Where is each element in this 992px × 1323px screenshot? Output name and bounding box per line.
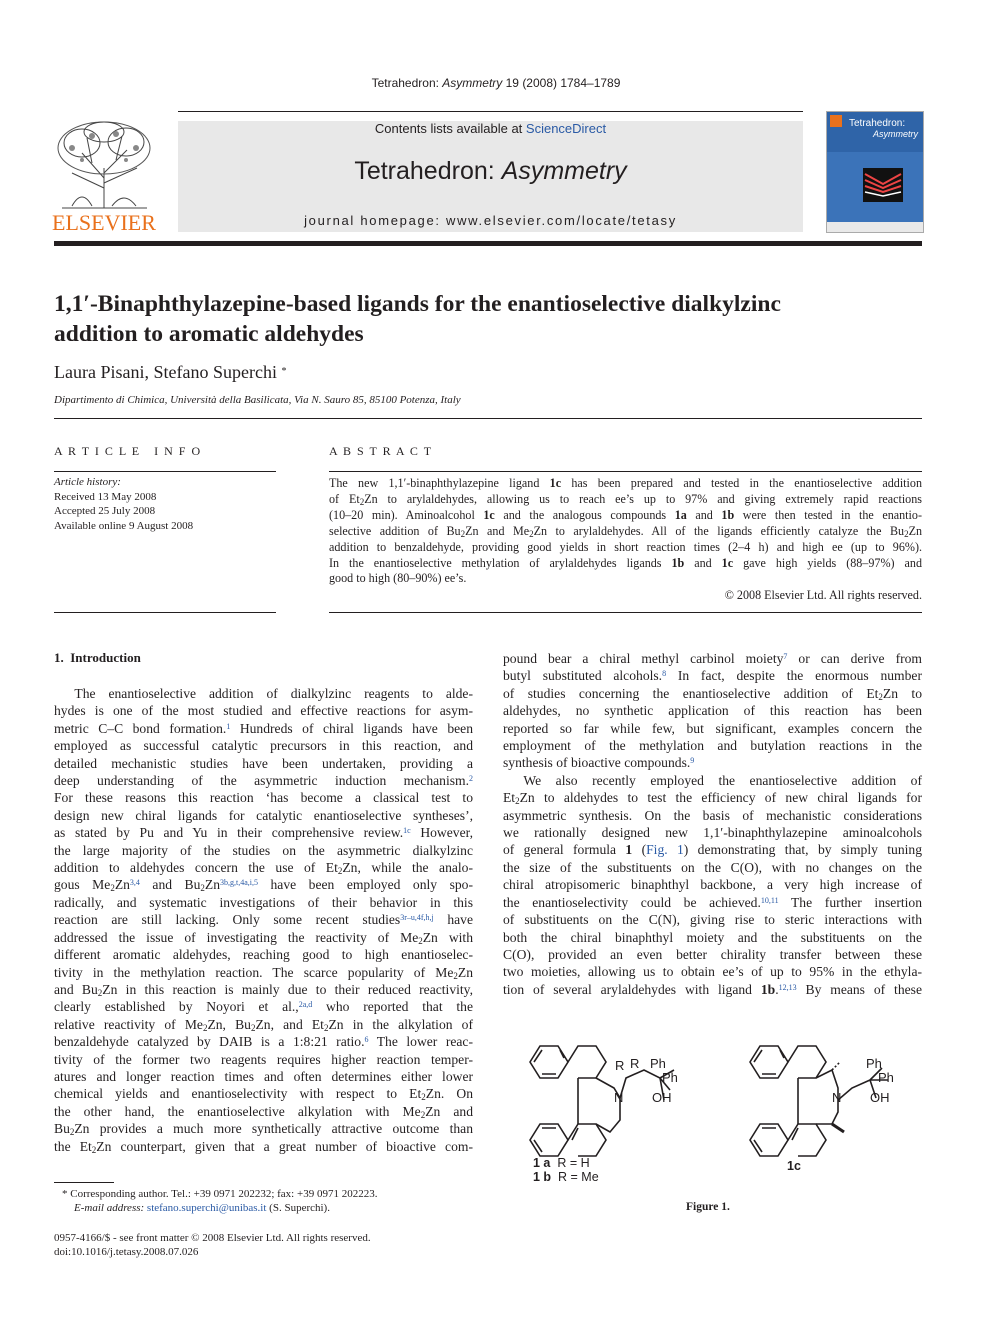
atom-n1: N <box>614 1090 624 1105</box>
journal-homepage[interactable]: journal homepage: www.elsevier.com/locate/tetasy <box>304 213 677 228</box>
authors: Laura Pisani, Stefano Superchi * <box>54 362 287 382</box>
atom-oh1: OH <box>652 1090 672 1105</box>
compound-labels-1a-1b: 1 a R = H 1 b R = Me <box>533 1156 599 1184</box>
atom-n2: N <box>832 1090 842 1105</box>
atom-ph3: Ph <box>866 1056 882 1071</box>
abstract-heading: A B S T R A C T <box>329 444 433 458</box>
footnote-corresponding: * Corresponding author. Tel.: +39 0971 202232; fax: +39 0971 202223. E-mail address: stefano.superchi@unibas.it (S. Superchi). <box>62 1188 378 1214</box>
article-title: 1,1′-Binaphthylazepine-based ligands for the enantioselective dialkylzinc addition to aromatic aldehydes <box>54 291 781 347</box>
masthead-bottom-rule <box>54 241 922 246</box>
email-link[interactable]: stefano.superchi@unibas.it <box>146 1202 267 1214</box>
atom-r2: R <box>630 1056 640 1071</box>
section-heading: 1. Introduction <box>54 650 141 665</box>
masthead-top-rule <box>178 111 803 112</box>
intro-column-left: The enantioselective addition of dialkylzinc reagents to alde- hydes is one of the most studied and effective reactions for asym- metric C–C bond formation.$^1$ Hundreds of chiral ligands have been employed as successful catalytic precursors in this reaction, and detailed mechanistic studies have been undertaken, providing a deep understanding of the asymmetric induction mechanism.$^2$ For these reasons this reaction ‘has become a classical test to design new chiral ligands for catalytic enantioselective syntheses’, as stated by Pu and Yu in their comprehensive review.$^{1c}$ However, the large majority of the studies on the asymmetric dialkylzinc addition to aldehydes concern the use of $Et_2Zn$, while the analo- gous $Me_2Zn^{3,4}$ and $Bu_2Zn^{3b,g,t,4a,i,5}$ have been employed only spo- radically, and systematic investigations of their behavior in this reaction are still lacking. Only some recent studies$^{3r-u,4f,h,j}$ have addressed the issue of investigating the reactivity of $Me_2Zn$ with different aromatic aldehydes, reaching good to high enantioselec- tivity in the methylation reaction. The scarce popularity of $Me_2Zn$ and $Bu_2Zn$ in this reaction is mainly due to their reduced reactivity, clearly established by Noyori et al.,$^{2a,d}$ who reported that the relative reactivity of $Me_2Zn$, $Bu_2Zn$, and $Et_2Zn$ in the alkylation of benzaldehyde catalyzed by DAIB is a 1:8:21 ratio.$^6$ The lower reac- tivity of the former two reagents requires higher reaction temper- atures and longer reaction times and often determines either lower chemical yields and enantioselectivity with respect to $Et_2Zn$. On the other hand, the enantioselective alkylation with $Me_2Zn$ and $Bu_2Zn$ provides a much more synthetically attractive outcome than the $Et_2Zn$ counterpart, given that a great number of bioactive com- <box>54 686 474 1155</box>
elsevier-tree-icon <box>52 118 156 214</box>
intro-column-right: pound bear a chiral methyl carbinol moiety$^7$ or can derive from butyl substituted alcohols.$^8$ In fact, despite the enormous number of studies concerning the enantioselective addition of $Et_2Zn$ to aldehydes, no synthetic application of this reaction has been reported so far while few, but significant, examples concern the employment of the methylation and butylation reactions in the synthesis of bioactive compounds.$^9$ We also recently employed the enantioselective addition of $Et_2Zn$ to aldehydes to test the efficiency of new chiral ligands for asymmetric synthesis. On the basis of mechanistic considerations we rationally designed new 1,1′-binaphthylazepine aminoalcohols of general formula 1 (Fig. 1) demonstrating that, by simply tuning the size of the substituents on the C(O), with no changes on the chiral atropisomeric binaphthyl backbone, a very high increase of the enantioselectivity could be achieved.$^{10,11}$ The further insertion of substituents on the C(N), giving rise to steric interactions with both the chiral binaphthyl moiety and the substituents on the C(O), provided an even better chirality transfer between these two moieties, allowing us to obtain ee’s of up to 95% in the ethyla- tion of several arylaldehydes with ligand 1b.$^{12,13}$ By means of these <box>503 651 923 997</box>
atom-oh2: OH <box>870 1090 890 1105</box>
atom-ph2: Ph <box>662 1070 678 1085</box>
compound-label-1c: 1c <box>787 1159 801 1173</box>
running-head: Tetrahedron: Asymmetry 19 (2008) 1784–1789 <box>371 76 621 90</box>
journal-name: Tetrahedron: Asymmetry <box>354 157 627 185</box>
figure-caption: Figure 1. <box>686 1201 730 1213</box>
sciencedirect-link[interactable]: ScienceDirect <box>525 121 607 136</box>
masthead-box <box>178 121 803 232</box>
article-info-heading: A R T I C L E I N F O <box>54 444 202 458</box>
affiliation-rule <box>54 418 922 419</box>
cover-logo-icon <box>830 115 842 127</box>
elsevier-logo <box>52 118 156 236</box>
affiliation: Dipartimento di Chimica, Università della Basilicata, Via N. Sauro 85, 85100 Potenza, Italy <box>54 394 461 406</box>
cover-graphic-icon <box>863 168 903 202</box>
copyright: © 2008 Elsevier Ltd. All rights reserved. <box>724 588 922 602</box>
contents-line: Contents lists available at ScienceDirect <box>374 121 607 136</box>
article-history: Article history: Received 13 May 2008 Accepted 25 July 2008 Available online 9 August 2008 <box>54 476 194 533</box>
footnote-rule <box>54 1182 114 1183</box>
elsevier-wordmark: ELSEVIER <box>52 210 156 235</box>
doi[interactable]: doi:10.1016/j.tetasy.2008.07.026 <box>54 1246 199 1258</box>
abstract-text: The new 1,1′-binaphthylazepine ligand 1c has been prepared and tested in the enantioselective addition of $Et_2Zn$ to arylaldehydes, allowing us to reach ee’s up to 97% and giving extremely rapid reactions (10–20 min). Aminoalcohol 1c and the analogous compounds 1a and 1b were then tested in the enantio- selective addition of $Bu_2Zn$ and $Me_2Zn$ to arylaldehydes. All of the ligands efficiently catalyze the $Bu_2Zn$ addition to benzaldehyde, providing good yields in short reaction times (2–4 h) and high ee (up to 96%). In the enantioselective methylation of arylaldehydes ligands 1b and 1c gave high yields (88–97%) and good to high (80–90%) ee’s. <box>329 476 922 586</box>
atom-r1: R <box>615 1058 625 1073</box>
atom-ph1: Ph <box>650 1056 666 1071</box>
front-matter: 0957-4166/$ - see front matter © 2008 Elsevier Ltd. All rights reserved. doi:10.1016/j.tetasy.2008.07.026 <box>54 1232 371 1258</box>
journal-cover: Tetrahedron: Asymmetry <box>826 111 924 233</box>
atom-ph4: Ph <box>878 1070 894 1085</box>
